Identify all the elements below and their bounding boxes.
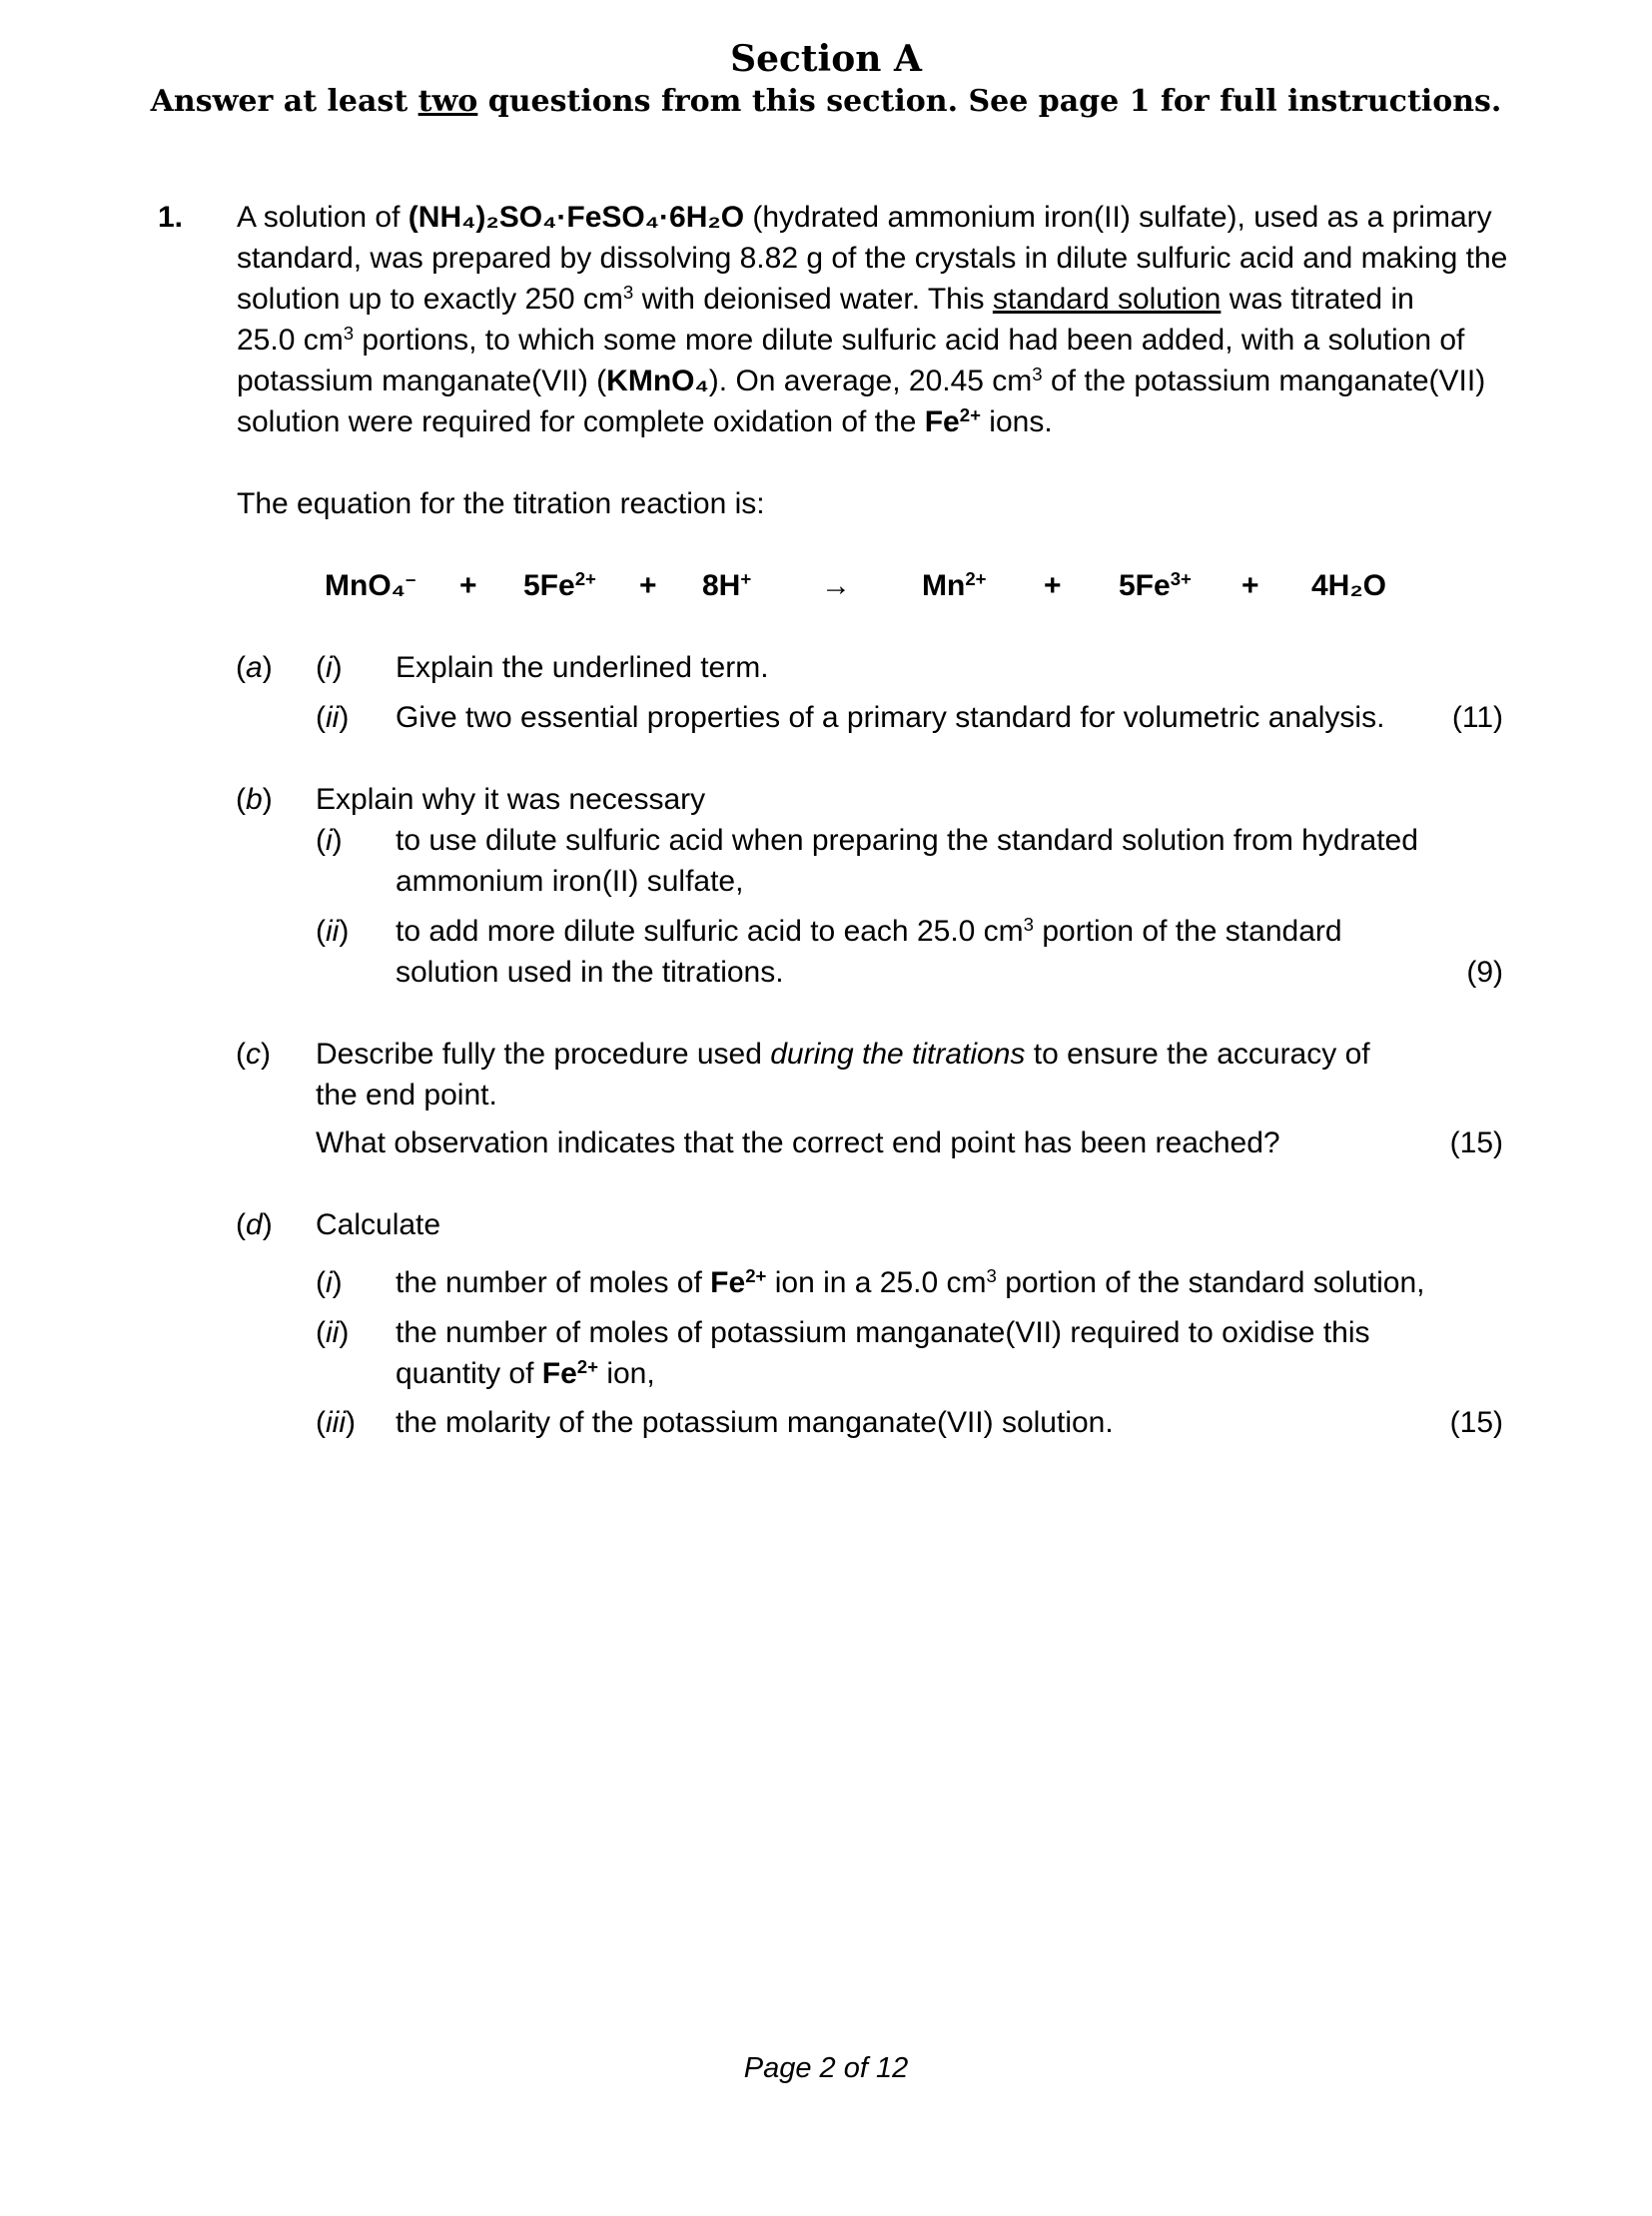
part-b-i-text-2: ammonium iron(II) sulfate, — [396, 865, 744, 898]
instr-underlined: two — [417, 84, 478, 119]
eq-arrow: → — [821, 569, 851, 602]
part-c-text-3: What observation indicates that the correct end point has been reached? — [316, 1126, 1280, 1159]
part-b-label: (b) — [236, 783, 273, 816]
part-d-ii-label: (ii) — [316, 1316, 350, 1349]
intro-line-4: 25.0 $cm^3$ portions, to which some more dilute sulfuric acid had been added, with a solution of — [237, 322, 1465, 357]
eq-water: 4H₂O — [1311, 569, 1387, 602]
instr-before: Answer at least — [150, 84, 418, 119]
part-a-i-text: Explain the underlined term. — [396, 651, 769, 684]
section-instructions — [0, 84, 1652, 119]
equation-intro: The equation for the titration reaction is: — [237, 487, 765, 520]
part-a-ii-text: Give two essential properties of a primary standard for volumetric analysis. — [396, 701, 1385, 734]
part-d-iii-text: the molarity of the potassium manganate(VII) solution. — [396, 1406, 1114, 1439]
eq-plus-2: + — [639, 569, 657, 602]
eq-h: 8H+ — [702, 567, 752, 602]
part-b-i-text-1: to use dilute sulfuric acid when preparing the standard solution from hydrated — [396, 824, 1418, 857]
intro-line-6: solution were required for complete oxidation of the $Fe^{2+}$ ions. — [237, 403, 1053, 438]
part-c-text-2: the end point. — [316, 1079, 497, 1111]
part-d-stem: Calculate — [316, 1208, 441, 1241]
part-d-i-text: the number of moles of $Fe^{2+}$ ion in a 25.0 $cm^3$ portion of the standard solution, — [396, 1264, 1425, 1299]
part-d-ii-text-1: the number of moles of potassium manganate(VII) required to oxidise this — [396, 1316, 1370, 1349]
eq-plus-4: + — [1241, 569, 1259, 602]
part-d-ii-text-2: quantity of $Fe^{2+}$ ion, — [396, 1355, 655, 1390]
part-c-label: (c) — [236, 1038, 271, 1071]
page-number: Page 2 of 12 — [743, 2052, 909, 2084]
part-b-ii-label: (ii) — [316, 915, 350, 948]
part-a-label: (a) — [236, 651, 273, 684]
eq-plus-3: + — [1044, 569, 1062, 602]
part-d-label: (d) — [236, 1208, 273, 1241]
part-c-text-1: Describe fully the procedure used during the titrations to ensure the accuracy of — [316, 1038, 1370, 1071]
part-c-marks: (15) — [1449, 1126, 1503, 1159]
part-d-i-label: (i) — [316, 1266, 343, 1299]
part-b-stem: Explain why it was necessary — [316, 783, 706, 816]
kmno4-formula: KMnO₄ — [606, 365, 709, 397]
part-d-iii-label: (iii) — [316, 1406, 356, 1439]
part-b-ii-text-1: to add more dilute sulfuric acid to each 25.0 $cm^3$ portion of the standard — [396, 913, 1342, 948]
part-a-marks: (11) — [1451, 701, 1503, 734]
part-b-ii-text-2: solution used in the titrations. — [396, 956, 784, 989]
intro-line-3: solution up to exactly 250 $cm^3$ with deionised water. This standard solution was titrated in — [237, 281, 1414, 316]
intro-line-1: A solution of (NH₄)₂SO₄·FeSO₄·6H₂O (hydrated ammonium iron(II) sulfate), used as a primary — [237, 201, 1492, 234]
question-number: 1. — [158, 201, 184, 234]
salt-formula: (NH₄)₂SO₄·FeSO₄·6H₂O — [408, 201, 745, 234]
part-a-i-label: (i) — [316, 651, 343, 684]
part-b-marks: (9) — [1466, 956, 1503, 989]
part-d-marks: (15) — [1449, 1406, 1503, 1439]
part-a-ii-label: (ii) — [316, 701, 350, 734]
fe-ion: $Fe^{2+}$ — [924, 403, 981, 438]
part-b-i-label: (i) — [316, 824, 343, 857]
eq-plus-1: + — [459, 569, 477, 602]
eq-mn2: $Mn^{2+}$ — [922, 567, 987, 602]
instr-after: questions from this section. See page 1 for full instructions. — [477, 84, 1502, 119]
eq-fe3: $5Fe^{3+}$ — [1119, 567, 1192, 602]
eq-mno4: MnO₄– — [325, 567, 416, 602]
eq-fe2: $5Fe^{2+}$ — [523, 567, 596, 602]
intro-line-2: standard, was prepared by dissolving 8.82 g of the crystals in dilute sulfuric acid and making the — [237, 242, 1508, 275]
intro-line-5: potassium manganate(VII) (KMnO₄). On average, 20.45 $cm^3$ of the potassium manganate(VII) — [237, 363, 1486, 397]
underlined-term: standard solution — [992, 283, 1222, 316]
section-title: Section A — [730, 38, 922, 80]
